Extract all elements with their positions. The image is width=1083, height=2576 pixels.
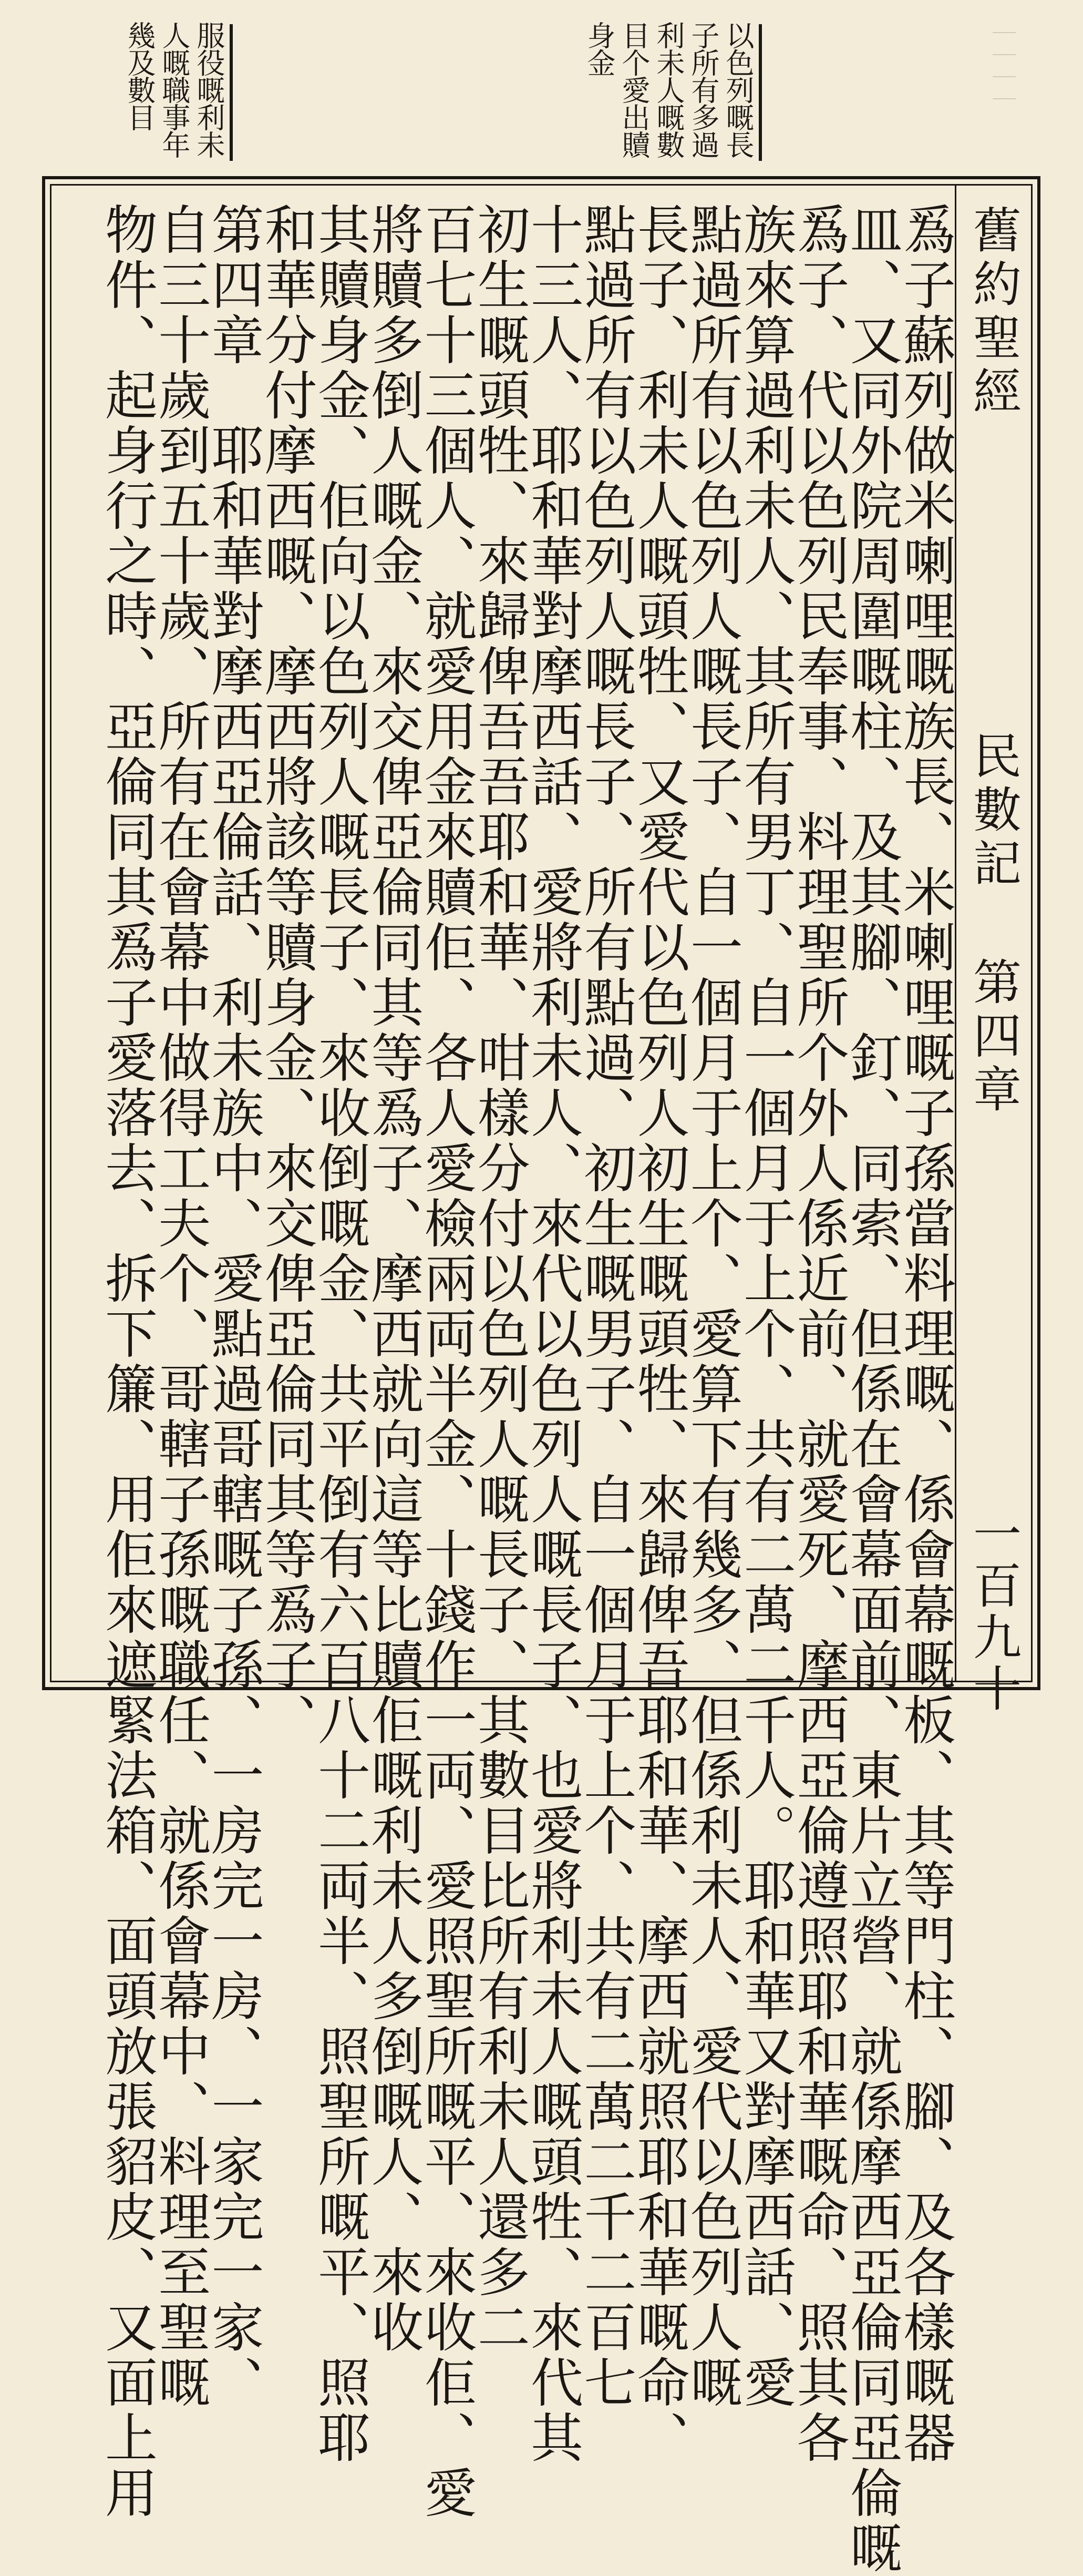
headnote-line: 身金 bbox=[583, 21, 616, 76]
text-column: 和華分付摩西嘅、摩西將該等贖身金、來交俾亞倫同其等𤔡子、 bbox=[255, 202, 317, 1748]
headnote-rule bbox=[230, 24, 233, 161]
bleed-through-mark: ｜｜｜｜ bbox=[988, 21, 1015, 109]
text-column: 十三人、耶和華對摩西話、愛將利未人、來代以色列人嘅長子、也愛將利未人嘅頭牲、來代其 bbox=[522, 202, 584, 2466]
text-column: 族來算過利未人、其所有男丁、自一個月于上个、共有二萬二千人。耶和華又對摩西話、愛 bbox=[735, 202, 797, 2410]
text-column: 𤔡子蘇列做米喇哩嘅族長、米喇哩嘅子孫當料理嘅、係會幕嘅板、其等門柱、腳、及各樣嘅器 bbox=[894, 202, 956, 2466]
headnote-line: 人嘅職事年 bbox=[158, 21, 191, 158]
text-column: 自三十歲到五十歲、所有在會幕中做得工夫个、哥轄子孫嘅職任、就係會幕中、料理至聖嘅 bbox=[149, 202, 211, 2410]
headnote-line: 幾及數目 bbox=[123, 21, 156, 130]
headnote-left bbox=[123, 21, 235, 179]
headnote-rule bbox=[759, 24, 762, 161]
text-column: 長子、利未人嘅頭牲、又愛代以色列人初生嘅頭牲、來歸俾吾耶和華、摩西就照耶和華嘅命、 bbox=[628, 202, 690, 2466]
book-title: 舊約聖經 bbox=[965, 205, 1022, 420]
body-text bbox=[96, 202, 956, 2576]
text-column: 點過所有以色列人嘅長子、自一個月于上个、愛算下有幾多、但係利未人、愛代以色列人嘅 bbox=[681, 202, 743, 2410]
book-section: 民數記 bbox=[965, 731, 1022, 892]
headnote-line: 服役嘅利未 bbox=[192, 21, 225, 158]
headnote-line: 利未人嘅數 bbox=[652, 21, 685, 158]
headnote-right bbox=[583, 21, 764, 179]
chapter-label: 第四章 bbox=[965, 957, 1022, 1118]
text-column: 其贖身金、佢向以色列人嘅長子、來收倒嘅金、共平倒有六百八十二両半、照聖所嘅平、照耶 bbox=[309, 202, 371, 2466]
headnote-line: 以色列嘅長 bbox=[721, 21, 755, 158]
text-column: 將贖多倒人嘅金、來交俾亞倫同其等𤔡子、摩西就向這等比贖佢嘅利未人多倒嘅人、來收 bbox=[362, 202, 424, 2355]
text-column: 皿、又同外院周圍嘅柱、及其腳、釘、同索、但係在會幕面前、東片立營、就係摩西亞倫同亞倫嘅 bbox=[841, 202, 903, 2576]
text-column: 點過所有以色列人嘅長子、所有點過、初生嘅男子、自一個月于上个、共有二萬二千二百七 bbox=[575, 202, 637, 2410]
headnote-line: 目个愛出贖 bbox=[617, 21, 651, 158]
headnote-line: 子所有多過 bbox=[687, 21, 720, 158]
text-column: 物件、起身行之時、亞倫同其𤔡子愛落去、拆下簾、用佢來遮緊法箱、面頭放張貂皮、又面上用 bbox=[96, 202, 158, 2521]
text-column: 𤔡子、代以色列民奉事、料理聖所个外人係近前、就愛死、摩西亞倫遵照耶和華嘅命、照其各 bbox=[788, 202, 850, 2466]
chapter-heading-column: 第四章 耶和華對摩西亞倫話、利未族中、愛點過哥轄嘅子孫、一房完一房、一家完一家、 bbox=[202, 202, 264, 2410]
page-number: 一百九十 bbox=[965, 1509, 1022, 1715]
text-column: 百七十三個人、就愛用金來贖佢、各人愛檢兩両半金、十錢作一両、愛照聖所嘅平、來收佢、愛 bbox=[415, 202, 477, 2521]
text-column: 初生嘅頭牲、來歸俾吾吾耶和華、咁樣分付以色列人嘅長子、其數目比所有利未人還多二 bbox=[468, 202, 530, 2355]
running-header bbox=[955, 184, 1033, 1715]
